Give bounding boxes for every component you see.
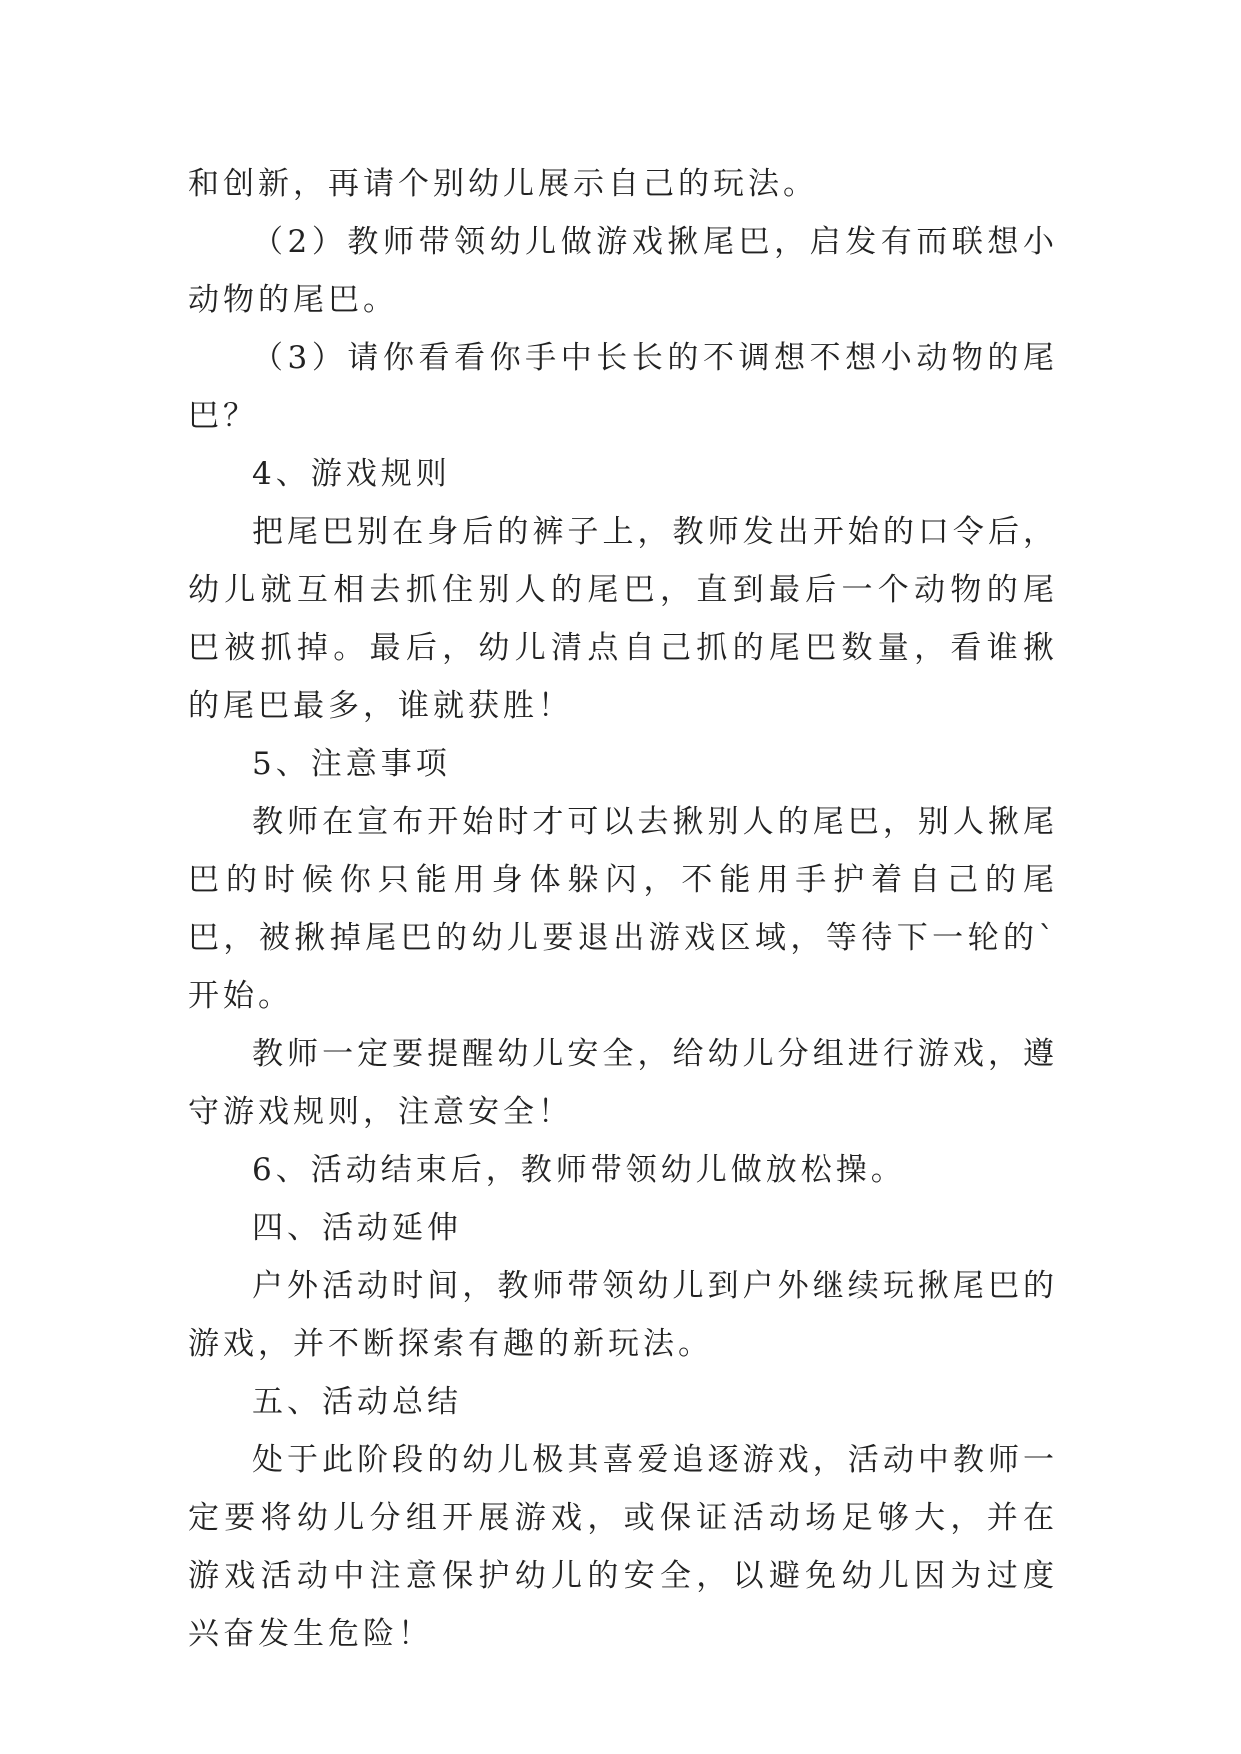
heading-activity-summary: 五、活动总结	[252, 1384, 462, 1420]
paragraph-continuation: 和创新，再请个别幼儿展示自己的玩法。	[188, 166, 818, 202]
paragraph-activity-extension: 户外活动时间，教师带领幼儿到户外继续玩揪尾巴的游戏，并不断探索有趣的新玩法。	[188, 1268, 1058, 1362]
paragraph-safety: 教师一定要提醒幼儿安全，给幼儿分组进行游戏，遵守游戏规则，注意安全！	[188, 1036, 1058, 1130]
heading-precautions: 5、注意事项	[252, 746, 451, 782]
paragraph-step-3: （3）请你看看你手中长长的不调想不想小动物的尾巴？	[188, 340, 1058, 434]
paragraph-step-2: （2）教师带领幼儿做游戏揪尾巴，启发有而联想小动物的尾巴。	[188, 224, 1058, 318]
paragraph-precautions: 教师在宣布开始时才可以去揪别人的尾巴，别人揪尾巴的时候你只能用身体躲闪，不能用手护着自己的尾巴，被揪掉尾巴的幼儿要退出游戏区域，等待下一轮的`开始。	[188, 804, 1058, 1014]
paragraph-relax-exercise: 6、活动结束后，教师带领幼儿做放松操。	[252, 1152, 906, 1188]
paragraph-activity-summary: 处于此阶段的幼儿极其喜爱追逐游戏，活动中教师一定要将幼儿分组开展游戏，或保证活动场足够大，并在游戏活动中注意保护幼儿的安全，以避免幼儿因为过度兴奋发生危险！	[188, 1442, 1058, 1652]
heading-game-rules: 4、游戏规则	[252, 456, 451, 492]
document-body	[188, 155, 1058, 1663]
paragraph-game-rules: 把尾巴别在身后的裤子上，教师发出开始的口令后，幼儿就互相去抓住别人的尾巴，直到最后一个动物的尾巴被抓掉。最后，幼儿清点自己抓的尾巴数量，看谁揪的尾巴最多，谁就获胜！	[188, 514, 1058, 724]
heading-activity-extension: 四、活动延伸	[252, 1210, 462, 1246]
